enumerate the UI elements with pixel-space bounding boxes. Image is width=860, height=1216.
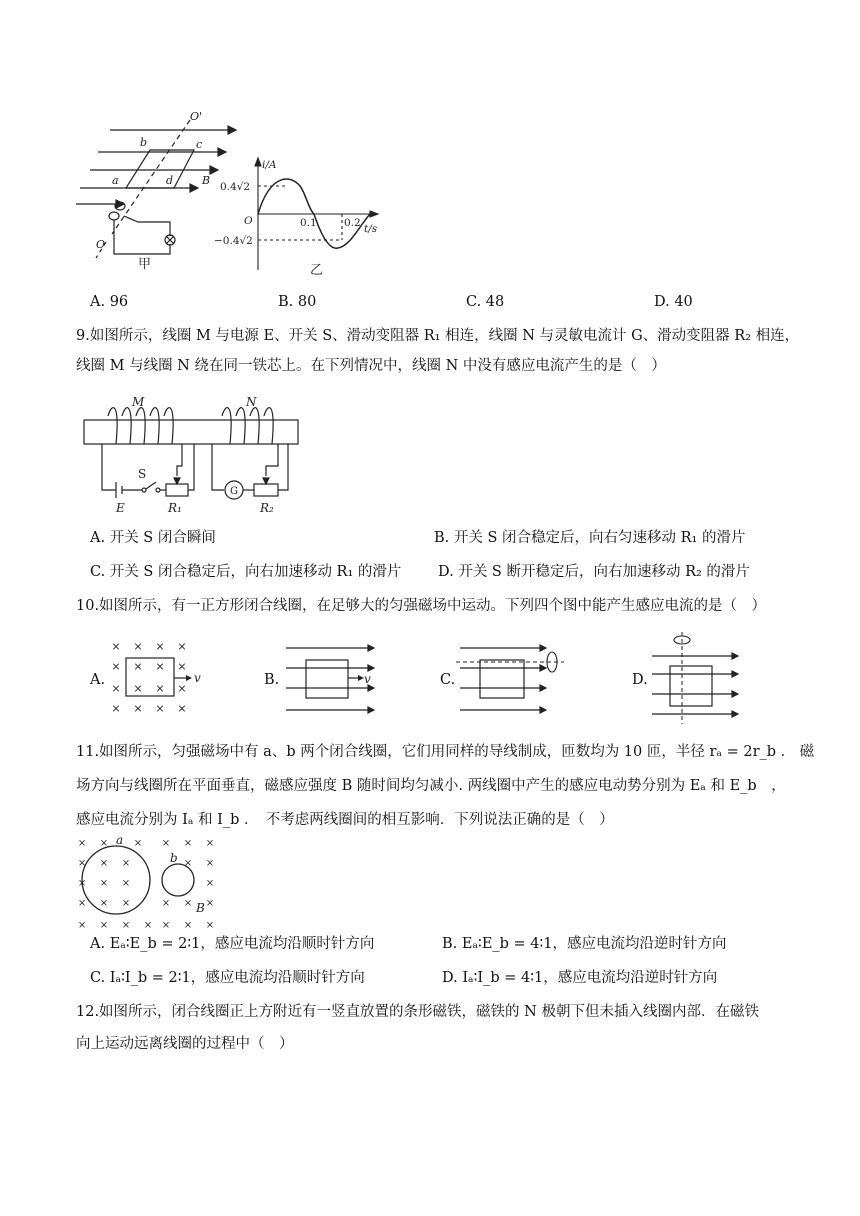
svg-text:×: × [155, 640, 165, 653]
label-c: c [196, 138, 203, 151]
q11-stem-line1: 11.如图所示，匀强磁场中有 a、b 两个闭合线圈，它们用同样的导线制成，匝数均为 10 匝，半径 rₐ = 2r_b ． 磁 [76, 744, 815, 760]
q11-stem-line2: 场方向与线圈所在平面垂直，磁感应强度 B 随时间均匀减小. 两线圈中产生的感应电动势分别为 Eₐ 和 E_b ， [76, 778, 786, 794]
label-n: N [246, 395, 257, 409]
svg-text:×: × [99, 920, 109, 931]
q11-option-a[interactable]: A. Eₐ∶E_b = 2∶1，感应电流均沿顺时针方向 [90, 936, 375, 952]
svg-text:×: × [121, 878, 131, 889]
y-axis-label: i/A [262, 159, 277, 171]
svg-text:×: × [143, 920, 153, 931]
t1-tick: 0.1 [300, 217, 317, 229]
q9-option-c[interactable]: C. 开关 S 闭合稳定后，向右加速移动 R₁ 的滑片 [90, 564, 402, 580]
svg-text:×: × [133, 682, 143, 695]
q12-stem-line2: 向上运动远离线圈的过程中（ ） [76, 1036, 294, 1052]
q10-figure-d[interactable] [652, 630, 748, 724]
svg-text:×: × [205, 898, 215, 909]
label-e: E [116, 501, 125, 515]
svg-text:×: × [183, 858, 193, 869]
svg-text:×: × [205, 878, 215, 889]
label-d: d [166, 174, 174, 187]
svg-text:×: × [133, 702, 143, 715]
svg-text:×: × [99, 878, 109, 889]
svg-text:×: × [133, 660, 143, 673]
svg-text:×: × [111, 682, 121, 695]
label-b: b [140, 136, 148, 149]
q11-option-b[interactable]: B. Eₐ∶E_b = 4∶1，感应电流均沿逆时针方向 [442, 936, 727, 952]
svg-text:×: × [111, 660, 121, 673]
svg-text:×: × [77, 858, 87, 869]
q10-figure-b[interactable] [286, 640, 382, 720]
svg-text:×: × [205, 920, 215, 931]
label-coil-b: b [170, 851, 178, 865]
q8-option-a[interactable]: A. 96 [90, 294, 129, 310]
q9-stem-line2: 线圈 M 与线圈 N 绕在同一铁芯上。在下列情况中，线圈 N 中没有感应电流产生的是（ ） [76, 358, 666, 374]
q8-option-b[interactable]: B. 80 [278, 294, 317, 310]
svg-text:×: × [99, 838, 109, 849]
svg-text:×: × [155, 660, 165, 673]
figure-q9-circuit [82, 394, 302, 514]
y-pos-tick: 0.4√2 [220, 181, 251, 193]
q9-option-a[interactable]: A. 开关 S 闭合瞬间 [90, 530, 216, 546]
label-o: O [96, 238, 106, 251]
svg-text:×: × [161, 898, 171, 909]
svg-text:×: × [121, 920, 131, 931]
label-a: a [112, 174, 119, 187]
svg-text:×: × [99, 858, 109, 869]
origin-label: O [244, 215, 253, 227]
q9-stem-line1: 9.如图所示，线圈 M 与电源 E、开关 S、滑动变阻器 R₁ 相连，线圈 N 与灵敏电流计 G、滑动变阻器 R₂ 相连， [76, 328, 800, 344]
label-g: G [230, 486, 238, 497]
q9-option-b[interactable]: B. 开关 S 闭合稳定后，向右匀速移动 R₁ 的滑片 [434, 530, 746, 546]
label-m: M [132, 395, 145, 409]
q12-stem-line1: 12.如图所示，闭合线圈正上方附近有一竖直放置的条形磁铁，磁铁的 N 极朝下但未插入线圈内部．在磁铁 [76, 1004, 759, 1020]
figure-yi [214, 158, 388, 278]
q11-option-d[interactable]: D. Iₐ∶I_b = 4∶1，感应电流均沿逆时针方向 [442, 970, 718, 986]
svg-text:×: × [155, 702, 165, 715]
svg-text:×: × [177, 682, 187, 695]
figure-jia [78, 112, 238, 272]
q10-stem-line1: 10.如图所示，有一正方形闭合线圈，在足够大的匀强磁场中运动。下列四个图中能产生感应电流的是（ ） [76, 598, 767, 614]
svg-text:×: × [205, 838, 215, 849]
svg-text:×: × [121, 898, 131, 909]
svg-text:×: × [121, 858, 131, 869]
svg-text:×: × [133, 838, 143, 849]
svg-text:×: × [161, 838, 171, 849]
q10-figure-a[interactable] [110, 640, 206, 720]
q10-option-a-label[interactable]: A. [90, 672, 106, 688]
svg-text:×: × [77, 878, 87, 889]
label-jia: 甲 [138, 257, 152, 272]
q11-option-c[interactable]: C. Iₐ∶I_b = 2∶1，感应电流均沿顺时针方向 [90, 970, 365, 986]
q10-figure-c[interactable] [460, 640, 570, 720]
y-neg-tick: −0.4√2 [214, 235, 253, 247]
q10-option-d-label[interactable]: D. [632, 672, 648, 688]
label-o-prime: O' [190, 110, 203, 123]
label-r2: R₂ [260, 501, 274, 515]
v-label-a: v [194, 671, 201, 685]
svg-text:×: × [77, 838, 87, 849]
x-axis-label: t/s [364, 223, 378, 235]
svg-text:×: × [111, 640, 121, 653]
svg-text:×: × [161, 920, 171, 931]
q10-option-b-label[interactable]: B. [264, 672, 280, 688]
label-coil-a: a [116, 833, 124, 847]
v-label-b: v [364, 672, 371, 686]
svg-text:×: × [77, 920, 87, 931]
svg-text:×: × [77, 898, 87, 909]
svg-text:×: × [183, 838, 193, 849]
q8-option-c[interactable]: C. 48 [466, 294, 505, 310]
svg-text:×: × [183, 898, 193, 909]
svg-text:×: × [183, 920, 193, 931]
label-s: S [138, 467, 147, 481]
svg-text:×: × [111, 702, 121, 715]
q9-option-d[interactable]: D. 开关 S 断开稳定后，向右加速移动 R₂ 的滑片 [438, 564, 750, 580]
t2-tick: 0.2 [344, 217, 361, 229]
svg-text:×: × [99, 898, 109, 909]
svg-text:×: × [155, 682, 165, 695]
q11-stem-line3: 感应电流分别为 Iₐ 和 I_b ． 不考虑两线圈间的相互影响．下列说法正确的是（ ） [76, 812, 614, 828]
figure-q11-coils [78, 834, 218, 930]
svg-text:×: × [177, 702, 187, 715]
label-r1: R₁ [168, 501, 182, 515]
svg-text:×: × [177, 660, 187, 673]
label-b-field: B [202, 174, 211, 187]
label-yi: 乙 [310, 263, 324, 278]
q8-option-d[interactable]: D. 40 [654, 294, 693, 310]
svg-text:×: × [205, 858, 215, 869]
svg-text:×: × [177, 640, 187, 653]
svg-text:×: × [133, 640, 143, 653]
q10-option-c-label[interactable]: C. [440, 672, 456, 688]
label-field-b: B [196, 901, 205, 915]
